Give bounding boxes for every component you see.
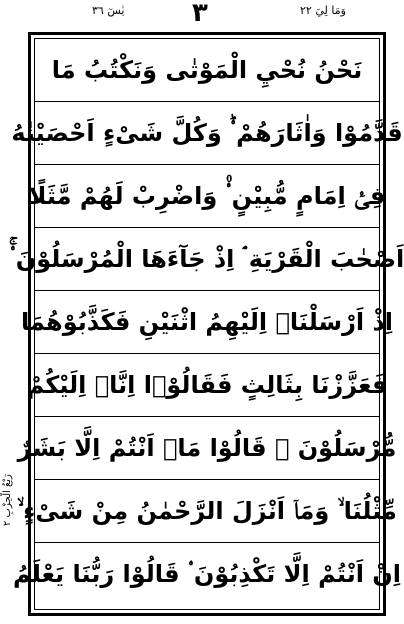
verse-line: فِیْۤ اِمَامٍ مُّبِیْنٍ ۟۠ وَاضْرِبْ لَهُمْ مَّثَلًا [28, 182, 386, 210]
page-header [0, 0, 400, 32]
line-divider [34, 164, 380, 165]
verse-line: فَعَزَّزْنَا بِثَالِثٍ فَقَالُوْۤا اِنَّاۤ اِلَيْكُمْ [26, 371, 388, 399]
verse-lines [9, 38, 404, 610]
line-divider [34, 101, 380, 102]
verse-line: اَصْحٰبَ الْقَرْيَةِ ۘ اِذْ جَآءَهَا الْمُرْسَلُوْنَ ۟ۚ [9, 245, 404, 273]
verse-line: اِنْ اَنْتُمْ اِلَّا تَكْذِبُوْنَ ۟ قَالُوْا رَبُّنَا يَعْلَمُ [13, 560, 401, 588]
verse-line: نَحْنُ نُحْيِ الْمَوْتٰى وَنَكْتُبُ مَا [51, 56, 363, 84]
margin-ruku-note: رَبْعُ الْحِزْبِ ٢ [2, 474, 13, 526]
verse-line: اِذْ اَرْسَلْنَاۤ اِلَيْهِمُ اثْنَيْنِ فَكَذَّبُوْهُمَا [20, 308, 394, 336]
verse-line: مِّثْلُنَا ۙ وَمَاۤ اَنْزَلَ الرَّحْمٰنُ مِنْ شَیْءٍ ۙ [17, 497, 397, 525]
juz-name-header: وَمَا لِيَ ٢٢ [300, 4, 346, 17]
page-number: ٣ [192, 0, 208, 28]
line-divider [34, 353, 380, 354]
line-divider [34, 416, 380, 417]
verse-line: مُّرْسَلُوْنَ ۟ قَالُوْا مَاۤ اَنْتُمْ اِلَّا بَشَرٌ [17, 434, 397, 462]
line-divider [34, 542, 380, 543]
line-divider [34, 479, 380, 480]
line-divider [34, 227, 380, 228]
surah-name-header: يٰسٓ ٣٦ [92, 4, 125, 17]
line-divider [34, 290, 380, 291]
verse-line: قَدَّمُوْا وَاٰثَارَهُمْ ۟ؕ وَكُلَّ شَیْءٍ اَحْصَيْنٰهُ [11, 119, 403, 147]
